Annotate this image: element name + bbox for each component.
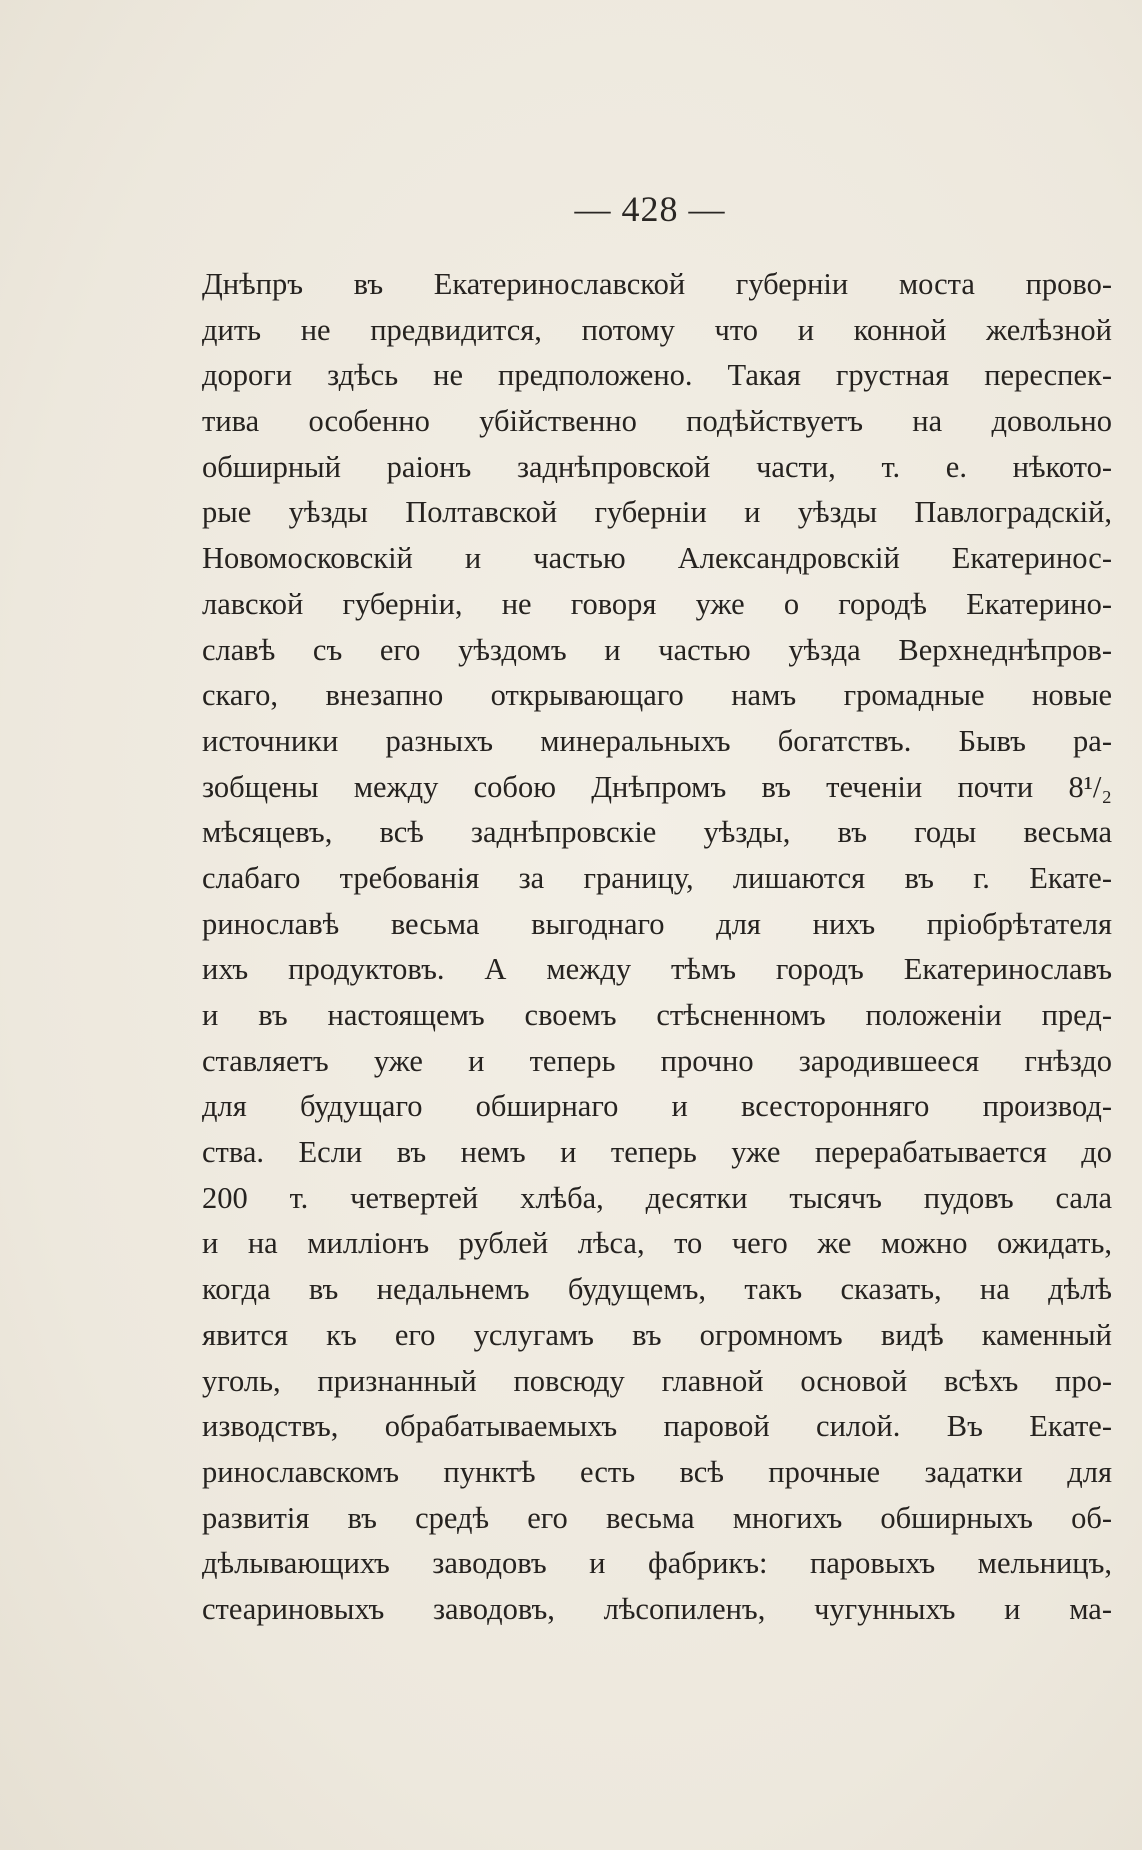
text-line (202, 1496, 1112, 1542)
text-line-content: когда въ недальнемъ будущемъ, такъ сказать, на дѣлѣ (202, 1272, 1112, 1307)
text-line-content: ихъ продуктовъ. А между тѣмъ городъ Екатеринославъ (202, 952, 1112, 987)
text-line-content: тива особенно убійственно подѣйствуетъ на довольно (202, 404, 1112, 439)
text-line-content: Днѣпръ въ Екатеринославской губерніи моста прово- (202, 267, 1112, 301)
text-line-content: рые уѣзды Полтавской губерніи и уѣзды Павлоградскій, (202, 495, 1112, 530)
text-line (202, 993, 1112, 1039)
text-line-content: ринославскомъ пунктѣ есть всѣ прочные задатки для (202, 1454, 1112, 1489)
text-line-content: 200 т. четвертей хлѣба, десятки тысячъ пудовъ сала (202, 1180, 1112, 1215)
text-line (202, 1267, 1112, 1313)
text-line (202, 490, 1112, 536)
text-line-content: источники разныхъ минеральныхъ богатствъ. Бывъ ра- (202, 723, 1112, 758)
text-line-content: скаго, внезапно открывающаго намъ громадные новые (202, 678, 1112, 713)
text-line-content: и на милліонъ рублей лѣса, то чего же можно ожидать, (202, 1226, 1112, 1261)
text-line-content: ставляетъ уже и теперь прочно зародившееся гнѣздо (202, 1043, 1112, 1078)
text-line (202, 1221, 1112, 1267)
text-line (202, 262, 1112, 308)
text-line (202, 628, 1112, 674)
text-line-content: развитія въ средѣ его весьма многихъ обширныхъ об- (202, 1500, 1112, 1535)
text-line (202, 445, 1112, 491)
text-line (202, 1039, 1112, 1085)
text-line (202, 1176, 1112, 1222)
text-line (202, 719, 1112, 765)
body-text (202, 262, 1112, 1633)
text-line (202, 1404, 1112, 1450)
text-line (202, 1450, 1112, 1496)
text-line-content: для будущаго обширнаго и всесторонняго производ- (202, 1089, 1112, 1124)
text-line (202, 1587, 1112, 1633)
text-line-content: дѣлывающихъ заводовъ и фабрикъ: паровыхъ мельницъ, (202, 1546, 1112, 1581)
text-line-content: и въ настоящемъ своемъ стѣсненномъ положеніи пред- (202, 998, 1112, 1032)
text-line (202, 1084, 1112, 1130)
text-line (202, 399, 1112, 445)
text-line-content: слабаго требованія за границу, лишаются въ г. Екате- (202, 860, 1112, 895)
text-line (202, 308, 1112, 354)
text-line-content: Новомосковскій и частью Александровскій Екатеринос- (202, 541, 1112, 576)
text-line (202, 810, 1112, 856)
text-line-content: изводствъ, обрабатываемыхъ паровой силой. Въ Екате- (202, 1409, 1112, 1444)
text-line (202, 1130, 1112, 1176)
text-line-content: ства. Если въ немъ и теперь уже перерабатывается до (202, 1135, 1112, 1170)
text-line (202, 353, 1112, 399)
text-line (202, 947, 1112, 993)
text-line-content: уголь, признанный повсюду главной основой всѣхъ про- (202, 1363, 1112, 1398)
text-line-content: стеариновыхъ заводовъ, лѣсопиленъ, чугунныхъ и ма- (202, 1591, 1112, 1626)
text-line-content: лавской губерніи, не говоря уже о городѣ Екатерино- (202, 586, 1112, 621)
text-line (202, 536, 1112, 582)
page-number: — 428 — (574, 189, 726, 229)
text-line (202, 1541, 1112, 1587)
text-line (202, 582, 1112, 628)
text-line (202, 765, 1112, 811)
text-line (202, 902, 1112, 948)
text-line-content: мѣсяцевъ, всѣ заднѣпровскіе уѣзды, въ годы весьма (202, 815, 1112, 850)
text-line (202, 856, 1112, 902)
text-line-content: дить не предвидится, потому что и конной желѣзной (202, 312, 1112, 347)
text-line (202, 673, 1112, 719)
text-line-content: славѣ съ его уѣздомъ и частью уѣзда Верхнеднѣпров- (202, 632, 1112, 667)
text-line-content: явится къ его услугамъ въ огромномъ видѣ каменный (202, 1317, 1112, 1352)
text-line (202, 1359, 1112, 1405)
text-line-content: ринославѣ весьма выгоднаго для нихъ пріобрѣтателя (202, 906, 1112, 941)
text-line-content: зобщены между собою Днѣпромъ въ теченіи почти 8¹/₂ (202, 769, 1112, 804)
text-line-content: дороги здѣсь не предположено. Такая грустная переспек- (202, 358, 1112, 393)
text-line-content: обширный раіонъ заднѣпровской части, т. е. нѣкото- (202, 449, 1112, 484)
text-line (202, 1313, 1112, 1359)
